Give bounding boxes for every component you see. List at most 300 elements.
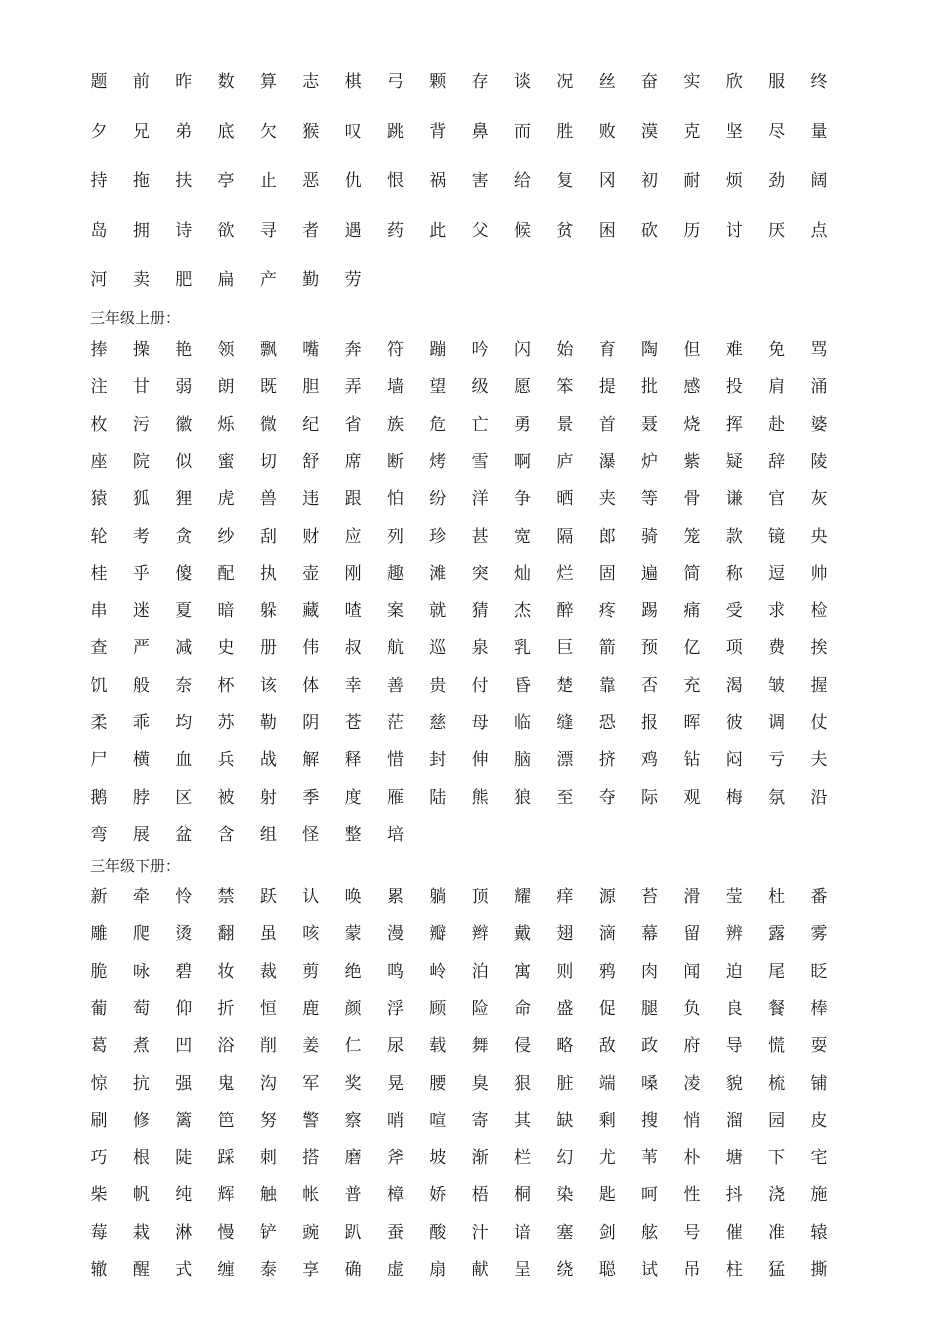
character: 挤 [598, 750, 616, 771]
character: 宽 [514, 526, 531, 547]
character: 亿 [683, 638, 701, 659]
character: 莹 [725, 887, 743, 907]
character: 政 [641, 1036, 659, 1057]
character: 醉 [556, 601, 574, 622]
character: 血 [175, 750, 193, 771]
character: 产 [259, 270, 277, 290]
character: 搭 [302, 1148, 320, 1169]
character: 胆 [302, 377, 320, 398]
character: 握 [810, 675, 828, 696]
character: 晒 [556, 489, 574, 510]
character: 杜 [768, 887, 786, 907]
character: 般 [132, 675, 150, 696]
character: 族 [386, 414, 404, 435]
character: 弯 [90, 824, 108, 845]
character: 困 [598, 220, 616, 241]
character: 鸦 [598, 961, 616, 982]
character: 存 [471, 72, 489, 92]
character: 固 [598, 563, 616, 584]
character: 轮 [90, 526, 108, 547]
character: 耍 [810, 1036, 828, 1057]
character: 刷 [90, 1110, 108, 1131]
character: 翻 [217, 924, 235, 945]
character: 慢 [217, 1222, 235, 1243]
character: 陶 [641, 340, 659, 360]
character: 塘 [725, 1148, 743, 1169]
character: 苏 [217, 713, 235, 733]
character: 胜 [556, 121, 574, 142]
character: 晃 [386, 1073, 404, 1094]
character: 甚 [471, 526, 489, 547]
character: 亏 [768, 750, 786, 771]
character: 雾 [810, 924, 828, 945]
character: 躺 [429, 887, 447, 907]
character: 珍 [429, 526, 447, 547]
character: 至 [556, 787, 574, 808]
character: 杰 [514, 601, 531, 622]
character: 虚 [386, 1260, 404, 1280]
character: 妆 [217, 961, 235, 982]
character: 数 [217, 72, 235, 92]
character: 险 [471, 998, 489, 1019]
section-heading-grade3-vol2: 三年级下册： [90, 857, 181, 875]
character: 滴 [598, 924, 616, 945]
character: 肥 [175, 270, 193, 290]
character: 府 [683, 1036, 701, 1057]
character: 抖 [725, 1185, 743, 1206]
character: 列 [386, 526, 404, 547]
character: 豌 [302, 1222, 320, 1243]
character: 猛 [768, 1260, 786, 1280]
character: 腿 [641, 998, 659, 1019]
character: 服 [768, 72, 786, 92]
character: 紫 [683, 451, 701, 472]
character: 败 [598, 121, 616, 142]
character: 检 [810, 601, 828, 622]
character: 砍 [641, 220, 659, 241]
character: 庐 [556, 451, 574, 472]
character: 伟 [302, 638, 320, 659]
character: 受 [725, 601, 743, 622]
character: 樟 [386, 1185, 404, 1206]
character: 狼 [514, 787, 531, 808]
character: 勒 [259, 713, 277, 733]
character: 央 [810, 526, 828, 547]
character: 裁 [259, 961, 277, 982]
character: 累 [386, 887, 404, 907]
character: 餐 [768, 998, 786, 1019]
character: 实 [683, 72, 701, 92]
character: 舒 [302, 451, 320, 472]
character: 育 [598, 340, 616, 360]
character: 勇 [514, 414, 531, 435]
character: 瓣 [429, 924, 447, 945]
character: 翅 [556, 924, 574, 945]
character: 寄 [471, 1110, 489, 1131]
character: 辨 [725, 924, 743, 945]
character: 挥 [725, 414, 743, 435]
character: 项 [725, 638, 743, 659]
character: 怕 [386, 489, 404, 510]
character: 体 [302, 675, 320, 696]
character: 此 [429, 220, 447, 241]
character: 尸 [90, 750, 108, 771]
character: 铲 [259, 1222, 277, 1243]
character: 烦 [725, 171, 743, 191]
character: 脏 [556, 1073, 574, 1094]
character: 淋 [175, 1222, 193, 1243]
character: 惜 [386, 750, 404, 771]
character: 浴 [217, 1036, 235, 1057]
character: 突 [471, 563, 489, 584]
character: 颗 [429, 72, 447, 92]
character: 酸 [429, 1222, 447, 1243]
character: 雁 [386, 787, 404, 808]
character: 注 [90, 377, 108, 398]
character: 棋 [344, 72, 362, 92]
character: 慈 [429, 713, 447, 733]
character: 柱 [725, 1260, 743, 1280]
character: 刚 [344, 563, 362, 584]
character: 辉 [217, 1185, 235, 1206]
character: 禁 [217, 887, 235, 907]
character: 式 [175, 1260, 193, 1280]
character: 贪 [175, 526, 193, 547]
character: 提 [598, 377, 616, 398]
character: 狸 [175, 489, 193, 510]
character: 葛 [90, 1036, 108, 1057]
character: 亭 [217, 171, 235, 191]
character: 雕 [90, 924, 108, 945]
character: 观 [683, 787, 701, 808]
character: 辕 [810, 1222, 828, 1243]
character: 悄 [683, 1110, 701, 1131]
character: 仰 [175, 998, 193, 1019]
character: 微 [259, 414, 277, 435]
character: 漂 [556, 750, 574, 771]
character: 察 [344, 1110, 362, 1131]
character: 良 [725, 998, 743, 1019]
character: 泊 [471, 961, 489, 982]
character: 持 [90, 171, 108, 191]
character: 题 [90, 72, 108, 92]
character: 飘 [259, 340, 277, 360]
character: 尽 [768, 121, 786, 142]
character: 乳 [514, 638, 531, 659]
character: 痒 [556, 887, 574, 907]
character: 纱 [217, 526, 235, 547]
character: 普 [344, 1185, 362, 1206]
character: 款 [725, 526, 743, 547]
character: 诗 [175, 220, 193, 241]
character: 组 [259, 824, 277, 845]
character: 辫 [471, 924, 489, 945]
character: 柴 [90, 1185, 108, 1206]
character: 漠 [641, 121, 659, 142]
character: 唤 [344, 887, 362, 907]
character: 预 [641, 638, 659, 659]
character: 陡 [175, 1148, 193, 1169]
character: 给 [514, 171, 531, 191]
character: 啊 [514, 451, 531, 472]
character: 恒 [259, 998, 277, 1019]
character: 恶 [302, 171, 320, 191]
character: 丝 [598, 72, 616, 92]
character: 充 [683, 675, 701, 696]
character: 恐 [598, 713, 616, 733]
character: 调 [768, 713, 786, 733]
character: 缺 [556, 1110, 574, 1131]
character: 郎 [598, 526, 616, 547]
character: 弄 [344, 377, 362, 398]
character: 难 [725, 340, 743, 360]
character: 钻 [683, 750, 701, 771]
character: 顶 [471, 887, 489, 907]
character: 徽 [175, 414, 193, 435]
character: 射 [259, 787, 277, 808]
character: 前 [132, 72, 150, 92]
character: 终 [810, 72, 828, 92]
character: 略 [556, 1036, 574, 1057]
character: 削 [259, 1036, 277, 1057]
character: 岭 [429, 961, 447, 982]
character: 仁 [344, 1036, 362, 1057]
character: 谙 [514, 1222, 531, 1243]
character: 拥 [132, 220, 150, 241]
character: 求 [768, 601, 786, 622]
character: 愿 [514, 377, 531, 398]
character: 该 [259, 675, 277, 696]
character: 醒 [132, 1260, 150, 1280]
character: 趣 [386, 563, 404, 584]
character: 河 [90, 270, 108, 290]
character: 仗 [810, 713, 828, 733]
character: 而 [514, 121, 531, 142]
character: 泰 [259, 1260, 277, 1280]
character: 晖 [683, 713, 701, 733]
character: 扶 [175, 171, 193, 191]
character: 简 [683, 563, 701, 584]
character: 艳 [175, 340, 193, 360]
character: 趴 [344, 1222, 362, 1243]
character: 骨 [683, 489, 701, 510]
character: 狠 [514, 1073, 531, 1094]
character: 贫 [556, 220, 574, 241]
character: 复 [556, 171, 574, 191]
character: 漫 [386, 924, 404, 945]
character: 貌 [725, 1073, 743, 1094]
character: 骂 [810, 340, 828, 360]
character: 号 [683, 1222, 701, 1243]
character: 仇 [344, 171, 362, 191]
character: 被 [217, 787, 235, 808]
character: 鸡 [641, 750, 659, 771]
character: 勤 [302, 270, 320, 290]
character: 奋 [641, 72, 659, 92]
character: 苇 [641, 1148, 659, 1169]
character: 危 [429, 414, 447, 435]
character: 娇 [429, 1185, 447, 1206]
character: 葡 [90, 998, 108, 1019]
character: 享 [302, 1260, 320, 1280]
character: 纷 [429, 489, 447, 510]
character: 迷 [132, 601, 150, 622]
character: 泉 [471, 638, 489, 659]
character: 阔 [810, 171, 828, 191]
character: 跟 [344, 489, 362, 510]
character: 陵 [810, 451, 828, 472]
character: 牵 [132, 887, 150, 907]
character: 嗓 [641, 1073, 659, 1094]
character: 栽 [132, 1222, 150, 1243]
character: 等 [641, 489, 659, 510]
character: 减 [175, 638, 193, 659]
character: 财 [302, 526, 320, 547]
character: 慌 [768, 1036, 786, 1057]
character: 蒙 [344, 924, 362, 945]
character: 斧 [386, 1148, 404, 1169]
character: 夹 [598, 489, 616, 510]
character: 辞 [768, 451, 786, 472]
character: 碧 [175, 961, 193, 982]
character: 皮 [810, 1110, 828, 1131]
character: 臭 [471, 1073, 489, 1094]
character: 幸 [344, 675, 362, 696]
section-heading-grade3-vol1: 三年级上册： [90, 309, 181, 327]
character: 纯 [175, 1185, 193, 1206]
character: 投 [725, 377, 743, 398]
character: 梅 [725, 787, 743, 808]
character: 座 [90, 451, 108, 472]
character: 扇 [429, 1260, 447, 1280]
character: 留 [683, 924, 701, 945]
character: 骑 [641, 526, 659, 547]
character: 染 [556, 1185, 574, 1206]
character: 呵 [641, 1185, 659, 1206]
character: 颜 [344, 998, 362, 1019]
character: 遍 [641, 563, 659, 584]
character: 枚 [90, 414, 108, 435]
character: 猜 [471, 601, 489, 622]
character: 确 [344, 1260, 362, 1280]
character: 整 [344, 824, 362, 845]
character: 匙 [598, 1185, 616, 1206]
character: 付 [471, 675, 489, 696]
character: 莓 [90, 1222, 108, 1243]
character: 污 [132, 414, 150, 435]
character: 闷 [725, 750, 743, 771]
character: 背 [429, 121, 447, 142]
character: 免 [768, 340, 786, 360]
character: 兄 [132, 121, 150, 142]
character: 认 [302, 887, 320, 907]
character: 促 [598, 998, 616, 1019]
character: 阴 [302, 713, 320, 733]
character: 母 [471, 713, 489, 733]
character: 负 [683, 998, 701, 1019]
character: 剑 [598, 1222, 616, 1243]
character: 渐 [471, 1148, 489, 1169]
character: 笨 [556, 377, 574, 398]
character: 药 [386, 220, 404, 241]
character: 吟 [471, 340, 489, 360]
character: 桐 [514, 1185, 531, 1206]
character: 喧 [429, 1110, 447, 1131]
character: 培 [386, 824, 404, 845]
character: 沿 [810, 787, 828, 808]
character: 凌 [683, 1073, 701, 1094]
character: 炉 [641, 451, 659, 472]
character: 操 [132, 340, 150, 360]
character: 侵 [514, 1036, 531, 1057]
character: 官 [768, 489, 786, 510]
character: 隔 [556, 526, 574, 547]
character: 凹 [175, 1036, 193, 1057]
character: 赴 [768, 414, 786, 435]
character: 争 [514, 489, 531, 510]
character: 算 [259, 72, 277, 92]
character: 临 [514, 713, 531, 733]
character: 夕 [90, 121, 108, 142]
character: 鬼 [217, 1073, 235, 1094]
character: 望 [429, 377, 447, 398]
character: 岛 [90, 220, 108, 241]
character: 奔 [344, 340, 362, 360]
character: 始 [556, 340, 574, 360]
character: 源 [598, 887, 616, 907]
character: 溜 [725, 1110, 743, 1131]
character: 磨 [344, 1148, 362, 1169]
character: 缠 [217, 1260, 235, 1280]
character: 献 [471, 1260, 489, 1280]
character: 墙 [386, 377, 404, 398]
character: 沟 [259, 1073, 277, 1094]
character: 谦 [725, 489, 743, 510]
character: 昨 [175, 72, 193, 92]
character: 柔 [90, 713, 108, 733]
character: 巨 [556, 638, 574, 659]
character: 番 [810, 887, 828, 907]
character: 抗 [132, 1073, 150, 1094]
character: 尿 [386, 1036, 404, 1057]
character: 苍 [344, 713, 362, 733]
character: 横 [132, 750, 150, 771]
character: 首 [598, 414, 616, 435]
character: 坡 [429, 1148, 447, 1169]
character: 谈 [514, 72, 531, 92]
character: 姜 [302, 1036, 320, 1057]
character: 聪 [598, 1260, 616, 1280]
character: 滑 [683, 887, 701, 907]
character: 军 [302, 1073, 320, 1094]
character: 警 [302, 1110, 320, 1131]
character: 严 [132, 638, 150, 659]
character: 戴 [514, 924, 531, 945]
character: 册 [259, 638, 277, 659]
character: 批 [641, 377, 659, 398]
character: 尤 [598, 1148, 616, 1169]
character: 命 [514, 998, 531, 1019]
character: 航 [386, 638, 404, 659]
character: 傻 [175, 563, 193, 584]
character: 浇 [768, 1185, 786, 1206]
character: 端 [598, 1073, 616, 1094]
character: 区 [175, 787, 193, 808]
character: 兽 [259, 489, 277, 510]
character: 卖 [132, 270, 150, 290]
character: 壶 [302, 563, 320, 584]
character: 闻 [683, 961, 701, 982]
